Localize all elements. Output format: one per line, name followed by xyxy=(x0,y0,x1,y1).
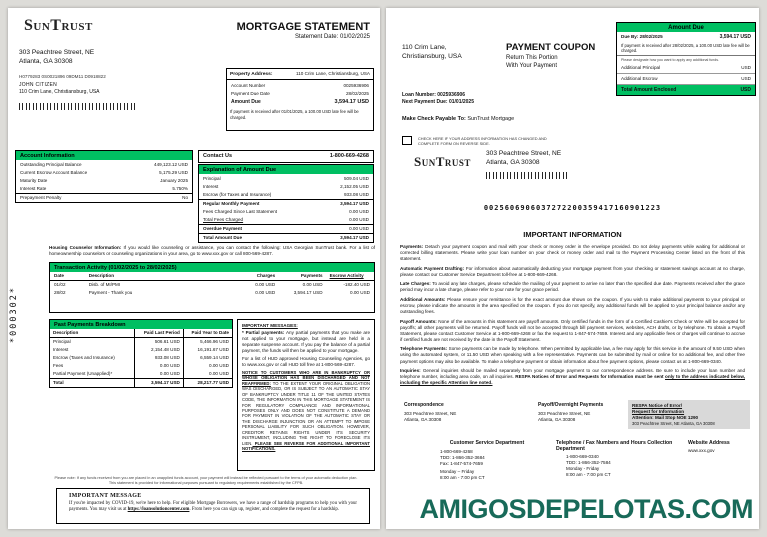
info-paragraph xyxy=(400,266,745,278)
postal-barcode-icon xyxy=(19,103,137,110)
loan-info xyxy=(402,92,474,106)
remit-address xyxy=(486,150,561,168)
make-check-label: Make Check Payable To: xyxy=(402,116,466,122)
cell: 16,191.67 USD xyxy=(183,346,232,354)
row-label: Overdue Payment xyxy=(203,225,243,231)
paragraph-text: Please ensure your remittance is for the exact amount due shown on the coupon. If you wish to make additional payments to your principal or escrow, please indicate the amounts in the area specified on the coupon. If you do not specify, any additional funds will be applied to your principal balance and/or any outstanding fees. xyxy=(400,296,745,315)
cell: 5,466.96 USD xyxy=(183,338,232,346)
designate-note: Please designate how you want to apply any additional funds. xyxy=(621,57,720,62)
loan-number-value: 0025936906 xyxy=(437,92,466,98)
row-value: 0.00 USD xyxy=(349,208,369,214)
row-value: 3,594.17 USD xyxy=(340,200,369,206)
cell: 933.08 USD xyxy=(134,354,183,362)
respa-emphasis-underline: only to the address indicated below, including the specific Attention line noted. xyxy=(400,374,745,386)
row-value: 2,152.05 USD xyxy=(340,183,369,189)
col-header: Charges xyxy=(256,273,276,278)
additional-escrow-field[interactable]: USD xyxy=(741,75,751,81)
coupon-late-note: If payment is received after 28/02/2025, a 100.00 USD late fee will be charged. xyxy=(617,42,755,56)
address-line: 303 Peachtree Street, NE xyxy=(538,410,591,416)
contact-us-phone: 1-800-669-4268 xyxy=(329,153,369,159)
cell: 2,154.48 USD xyxy=(134,346,183,354)
payer-address xyxy=(402,44,462,62)
additional-escrow-label: Additional Escrow xyxy=(621,75,658,81)
sender-address-line2: Atlanta, GA 30308 xyxy=(19,57,73,65)
phone-line: Fax: 1-847-574-7659 xyxy=(440,460,483,466)
cell: Escrow (Taxes and Insurance) xyxy=(53,354,115,360)
paragraph-text: General inquiries should be mailed separately from your mortgage payment to our correspondence address. Be sure to include your loan number and telephone number, including area code, on all inquiries. xyxy=(400,368,745,380)
address-change-checkbox[interactable] xyxy=(402,136,412,145)
payoff-title: Payoff/Overnight Payments xyxy=(538,402,604,408)
paragraph-text: Some payments can be made by telephone. When permitted by applicable law, a fee may apply for this service in the amount of 9.50 USD when using the automated system, or 11.50 USD when speaking with a fee representative. Payments can be submitted by mail or online for no additional fee, and other free payment options may also be available. To make a telephone payment or obtain information about free payment options, please contact us at 1-800-669-0340. xyxy=(400,346,746,364)
form-tracking-number: *000302* xyxy=(9,286,19,343)
transaction-row xyxy=(50,281,374,289)
paragraph-lead: Late Charges: xyxy=(400,281,431,287)
contact-us-label: Contact Us xyxy=(203,153,233,159)
hours-line: 8:00 am - 7:00 pm CT xyxy=(440,474,485,480)
past-payment-row xyxy=(50,354,232,362)
postal-barcode-icon xyxy=(486,172,568,179)
cell: Partial Payment (Unapplied)* xyxy=(53,370,113,376)
paragraph-text: Detach your payment coupon and mail with your check or money order in the envelope provided. Do not delay payments while waiting for additional or corrected billing statements. Please write your loan number on your check or money order and mail to the Payment Processing Center listed on the front of this statement. xyxy=(400,244,745,262)
amount-due-label: Amount Due xyxy=(231,98,261,105)
suntrust-logo: SunTrust xyxy=(414,154,471,169)
info-paragraph xyxy=(400,281,745,293)
account-number-value: 0025936906 xyxy=(343,83,369,88)
housing-counselor-lead: Housing Counselor Information: xyxy=(49,245,122,250)
cell-description: Disb. of MI/PMI xyxy=(88,281,121,287)
cell: 0.00 USD xyxy=(183,370,232,378)
important-messages-box xyxy=(237,319,375,471)
mail-code: H0779283 0S0021896 09DM11 D0918822 xyxy=(19,74,106,79)
amount-due-value: 3,594.17 USD xyxy=(334,98,369,105)
address-change-note: CHECK HERE IF YOUR ADDRESS INFORMATION HAS CHANGED AND COMPLETE FORM ON REVERSE SIDE. xyxy=(418,136,547,147)
info-paragraph xyxy=(400,297,745,315)
past-payment-row xyxy=(50,346,232,354)
paragraph-text: To avoid any late charges, please schedule the mailing of your payment to arrive no later than the specified due date. Payments received after the grace period may incur a late charge, please refer to your note for your grace period. xyxy=(400,281,745,293)
paragraph-lead: Telephone Payments: xyxy=(400,346,448,352)
paragraph-lead: Payments: xyxy=(400,244,424,249)
transaction-activity-table xyxy=(49,262,375,313)
paragraph-text: None of the amounts in this statement are payoff amounts. Only certified funds in the form of a Certified Cashier's Check or Wire will be accepted for payoffs; all other payments will be returned. Payoff funds will not be accepted through bill payment services, websites, ACH drafts, or by telephone. To obtain a Payoff Statement, please contact Customer Service at 1-800-669-4268 or fax the request to 1-847-574-7659. Interest and any applicable fees or charges will continue to accrue if certified funds are not received by the date in the Payoff Statement. xyxy=(400,318,745,342)
collection-title: Telephone / Fax Numbers and Hours Collection Department xyxy=(556,440,673,452)
cell-charges: 0.00 USD xyxy=(255,289,276,295)
payment-coupon-page xyxy=(386,8,759,529)
recipient-name: JOHN CITIZEN xyxy=(19,82,58,88)
row-value: 933.08 USD xyxy=(343,191,369,197)
col-header: Date xyxy=(54,273,64,278)
past-payments-table xyxy=(49,319,233,388)
website-url[interactable]: www.xxx.gov xyxy=(688,448,715,453)
partial-payments-lead: * Partial payments: xyxy=(242,329,285,335)
total-enclosed-field[interactable]: USD xyxy=(740,86,751,93)
past-payment-total-row xyxy=(50,378,232,387)
transaction-activity-title: Transaction Activity (01/02/2025 to 28/02/2025) xyxy=(50,263,374,272)
row-label: Maturity Date xyxy=(20,177,48,183)
transaction-row xyxy=(50,289,374,297)
hours-line: Monday - Friday xyxy=(566,465,600,471)
cell: 0.00 USD xyxy=(183,362,232,370)
row-value: 5.750% xyxy=(172,185,188,191)
statement-date: Statement Date: 01/02/2025 xyxy=(294,34,370,40)
website-title: Website Address xyxy=(688,440,730,446)
bankruptcy-notice-text: TO THE EXTENT YOUR ORIGINAL OBLIGATION WAS DISCHARGED, OR IS SUBJECT TO AN AUTOMATIC STAY OF BANKRUPTCY UNDER TITLE 11 OF THE UNITED STATES CODE, THE INFORMATION IN THIS MORTGAGE STATEMENT IS FOR REGULATORY COMPLIANCE AND INFORMATIONAL PURPOSES ONLY AND DOES NOT CONSTITUTE A DEMAND FOR PAYMENT IN VIOLATION OF THE AUTOMATIC STAY OR THE DISCHARGE INJUNCTION OR AN ATTEMPT TO IMPOSE PERSONAL LIABILITY FOR SUCH OBLIGATION. HOWEVER, CREDITOR RETAINS RIGHTS UNDER ITS SECURITY INSTRUMENT, INCLUDING THE RIGHT TO FORECLOSE ITS LIEN. xyxy=(242,380,370,446)
hours-line: 8:00 am - 7:00 pm CT xyxy=(566,471,611,477)
due-by-label: Due By: 28/02/2025 xyxy=(621,34,663,39)
property-address-box xyxy=(226,68,374,131)
sender-address-line1: 303 Peachtree Street, NE xyxy=(19,49,95,56)
sender-address xyxy=(19,49,94,67)
row-value: 449,123.12 USD xyxy=(154,162,188,167)
hardship-link[interactable]: https://loansolutioncenter.com xyxy=(127,507,190,513)
row-label: Interest Rate xyxy=(20,185,47,191)
info-paragraph xyxy=(400,346,745,364)
collection-column xyxy=(556,440,681,478)
respa-line: 303 Peachtree Street, NE Atlanta, GA 30308 xyxy=(632,420,715,426)
remit-address-line2: Atlanta, GA 30308 xyxy=(486,158,540,166)
bankruptcy-notice-end: PLEASE SEE REVERSE FOR ADDITIONAL IMPORTANT NOTIFICATIONS. xyxy=(242,440,370,452)
correspondence-title: Correspondence xyxy=(404,402,444,408)
col-header: Payments xyxy=(300,273,323,278)
address-change-row xyxy=(402,136,582,147)
payoff-address xyxy=(538,402,603,423)
account-information-title: Account Information xyxy=(16,151,192,160)
payer-address-line2: Christiansburg, USA xyxy=(402,52,462,60)
total-enclosed-label: Total Amount Enclosed xyxy=(621,86,677,93)
cell-payments: 0.00 USD xyxy=(302,281,323,287)
make-check-payable xyxy=(402,116,514,123)
cell: 3,594.17 USD xyxy=(134,379,183,387)
make-check-value: SunTrust Mortgage xyxy=(465,116,515,122)
row-label: Principal xyxy=(203,176,221,181)
info-paragraph xyxy=(400,368,745,386)
due-amount: 3,594.17 USD xyxy=(719,34,751,40)
coupon-title: PAYMENT COUPON xyxy=(506,42,596,53)
next-payment-label: Next Payment Due: xyxy=(402,98,449,105)
past-payment-row xyxy=(50,370,232,378)
property-address-label: Property Address: xyxy=(230,72,273,77)
row-label: Total Amount Due xyxy=(203,234,243,240)
paragraph-lead: Inquiries: xyxy=(400,368,421,374)
row-label: Prepayment Penalty xyxy=(20,194,62,200)
past-payment-row xyxy=(50,338,232,346)
info-paragraph xyxy=(400,244,745,262)
col-header: Description xyxy=(53,330,79,335)
cell-date: 01/02 xyxy=(54,281,66,287)
cell: 506.61 USD xyxy=(134,338,183,346)
contact-us-box xyxy=(198,150,374,163)
phone-line: TDD: 1-866-352-3684 xyxy=(440,454,485,460)
address-line: 303 Peachtree Street, NE xyxy=(404,410,457,416)
footnote-line2: This statement is provided for informational purposes pursuant to regulatory requirements established by the CFPB. xyxy=(108,481,304,486)
amount-due-box-title: Amount Due xyxy=(617,23,755,32)
address-line: Atlanta, GA 30308 xyxy=(538,416,576,422)
cell: 28,217.77 USD xyxy=(183,379,232,387)
row-value: 3,594.17 USD xyxy=(340,234,369,240)
col-header: Description xyxy=(88,273,115,278)
row-label: Escrow (for Taxes and Insurance) xyxy=(203,191,272,197)
respa-notice-box xyxy=(628,400,750,429)
col-header: Paid Last Period xyxy=(134,329,183,337)
coupon-subtitle2: With Your Payment xyxy=(506,63,558,70)
row-label: Regular Monthly Payment xyxy=(203,200,260,206)
ocr-scan-line: 0025606906037272200359417160901223 xyxy=(483,204,662,212)
important-messages-title: IMPORTANT MESSAGES: xyxy=(242,323,298,328)
cell: Interest xyxy=(53,346,69,352)
col-header: Escrow Activity xyxy=(329,273,364,278)
explanation-of-amount-due-box xyxy=(198,164,374,243)
paragraph-text: For information about automatically deducting your mortgage payment from your checking or statement savings account at no charge, please contact our Customer Service Department toll-free at 1-800-669-4268. xyxy=(400,265,745,277)
row-label: Total Fees Charged xyxy=(203,216,244,222)
property-address-value: 110 Crim Lane, Christiansburg, USA xyxy=(296,71,370,76)
info-paragraph xyxy=(400,319,745,343)
address-line: Atlanta, GA 30308 xyxy=(404,416,442,422)
website-column xyxy=(688,440,756,454)
housing-counselor-info xyxy=(49,245,375,257)
next-payment-value: 01/01/2025 xyxy=(448,98,474,105)
important-information-title: IMPORTANT INFORMATION xyxy=(523,230,622,239)
coupon-subtitle1: Return This Portion xyxy=(506,55,558,61)
payer-address-line1: 110 Crim Lane, xyxy=(402,44,447,51)
phone-line: TDD: 1-866-352-7584 xyxy=(566,459,611,465)
important-information-section xyxy=(400,244,745,390)
footnote-line1: Please note: If any funds received from you are placed in an unapplied funds account, your payment will instead be reflected pursuant to the terms of your automatic deduction plan. xyxy=(54,476,358,480)
payment-due-date-label: Payment Due Date xyxy=(231,90,270,96)
watermark: AMIGOSDEPELOTAS.COM xyxy=(419,494,753,524)
row-value: 509.04 USD xyxy=(343,176,369,181)
account-number-label: Account Number xyxy=(231,83,266,88)
cell: 0.00 USD xyxy=(134,362,183,370)
row-value: No xyxy=(182,194,188,200)
respa-line: RESPA Notice of Error/ xyxy=(632,403,683,408)
partial-payments-text: Any partial payments that you make are not applied to your mortgage, but instead are held in a separate suspense account. If you pay the balance of a partial payment, the funds will then be applied to your mortgage. xyxy=(242,329,370,353)
customer-service-title: Customer Service Department xyxy=(449,440,525,446)
paragraph-lead: Additional Amounts: xyxy=(400,296,446,302)
cell: Total xyxy=(53,379,64,385)
covid-message-text-after: . From here you can sign up, register, and complete the request for a hardship. xyxy=(189,507,339,513)
cell-charges: 0.00 USD xyxy=(255,281,276,287)
amount-due-box xyxy=(616,22,756,96)
cell-escrow: -182.40 USD xyxy=(343,281,370,287)
account-information-box xyxy=(15,150,193,203)
page-title: MORTGAGE STATEMENT xyxy=(236,21,370,33)
additional-principal-field[interactable]: USD xyxy=(741,64,751,70)
covid-message-text: If you're impacted by COVID-19, we're here to help. For eligible Mortgage Borrowers, we have a range of hardship programs to help you with your payments. You may visit us at xyxy=(69,501,357,513)
statement-footnote xyxy=(38,476,374,487)
housing-counselor-text: If you would like counseling or assistance, you can contact the following: USA Georgian SunTrust bank. For a list of homeownership counselors or counseling organizations in your area, go to www.xxx.gov or call 800-569-4287. xyxy=(49,245,375,256)
payment-due-date-value: 28/02/2025 xyxy=(346,90,369,96)
row-label: Outstanding Principal Balance xyxy=(20,162,82,167)
customer-service-column xyxy=(426,440,548,481)
cell: 6,559.14 USD xyxy=(183,354,232,362)
row-value: 0.00 USD xyxy=(349,216,369,222)
recipient-address: 110 Crim Lane, Christiansburg, USA xyxy=(19,89,100,95)
hours-line: Monday – Friday xyxy=(440,468,475,474)
correspondence-address xyxy=(404,402,456,423)
respa-line: Request for Information xyxy=(632,408,685,414)
cell: Fees xyxy=(53,362,64,368)
mortgage-statement-page xyxy=(8,8,380,529)
respa-line: Attention: Mail Stop NOE 1290 xyxy=(632,414,699,420)
cell-payments: 3,594.17 USD xyxy=(293,289,323,295)
coupon-title-block xyxy=(506,42,595,70)
bankruptcy-notice-lead: NOTICE TO CUSTOMERS WHO ARE IN BANKRUPTCY OR WHOSE OBLIGATION HAS BEEN DISCHARGED AND NOT REAFFIRMED: xyxy=(242,369,370,386)
row-label: Fees Charged Since Last Statement xyxy=(203,208,278,214)
past-payments-title: Past Payments Breakdown xyxy=(50,320,232,329)
remit-address-line1: 303 Peachtree Street, NE xyxy=(486,150,562,157)
suntrust-logo: SunTrust xyxy=(24,17,93,34)
late-fee-note: If payment is received after 01/01/2025, a 100.00 USD late fee will be charged. xyxy=(230,109,359,120)
statement-title-block xyxy=(237,21,370,41)
paragraph-lead: Payoff Amounts: xyxy=(400,318,437,324)
phone-line: 1-800-669-0340 xyxy=(566,454,599,459)
respa-emphasis: RESPA Notices of Error and Requests for Information must be sent xyxy=(515,374,666,380)
hud-note: For a list of HUD approved Housing Counseling Agencies, go to www.xxx.gov or call HUD toll free at 1-800-569-4287. xyxy=(242,355,370,367)
cell: 0.00 USD xyxy=(134,370,183,378)
cell-description: Payment - Thank you xyxy=(88,289,133,295)
row-label: Interest xyxy=(203,183,219,189)
cell-date: 28/02 xyxy=(54,289,66,295)
phone-line: 1-800-669-4268 xyxy=(440,449,473,454)
past-payment-row xyxy=(50,362,232,370)
row-value: January 2025 xyxy=(160,177,188,183)
col-header: Paid Year to Date xyxy=(183,329,232,337)
loan-number-label: Loan Number: xyxy=(402,92,438,98)
covid-message-box xyxy=(56,488,370,524)
cell: Principal xyxy=(53,338,71,344)
covid-message-title: IMPORTANT MESSAGE xyxy=(69,493,142,499)
cell-escrow: 0.00 USD xyxy=(350,289,370,295)
additional-principal-label: Additional Principal xyxy=(621,64,661,70)
explanation-title: Explanation of Amount Due xyxy=(199,165,373,174)
row-value: 5,175.29 USD xyxy=(159,169,188,175)
paragraph-lead: Automatic Payment Drafting: xyxy=(400,265,465,271)
row-value: 0.00 USD xyxy=(349,225,369,231)
row-label: Current Escrow Account Balance xyxy=(20,169,88,175)
